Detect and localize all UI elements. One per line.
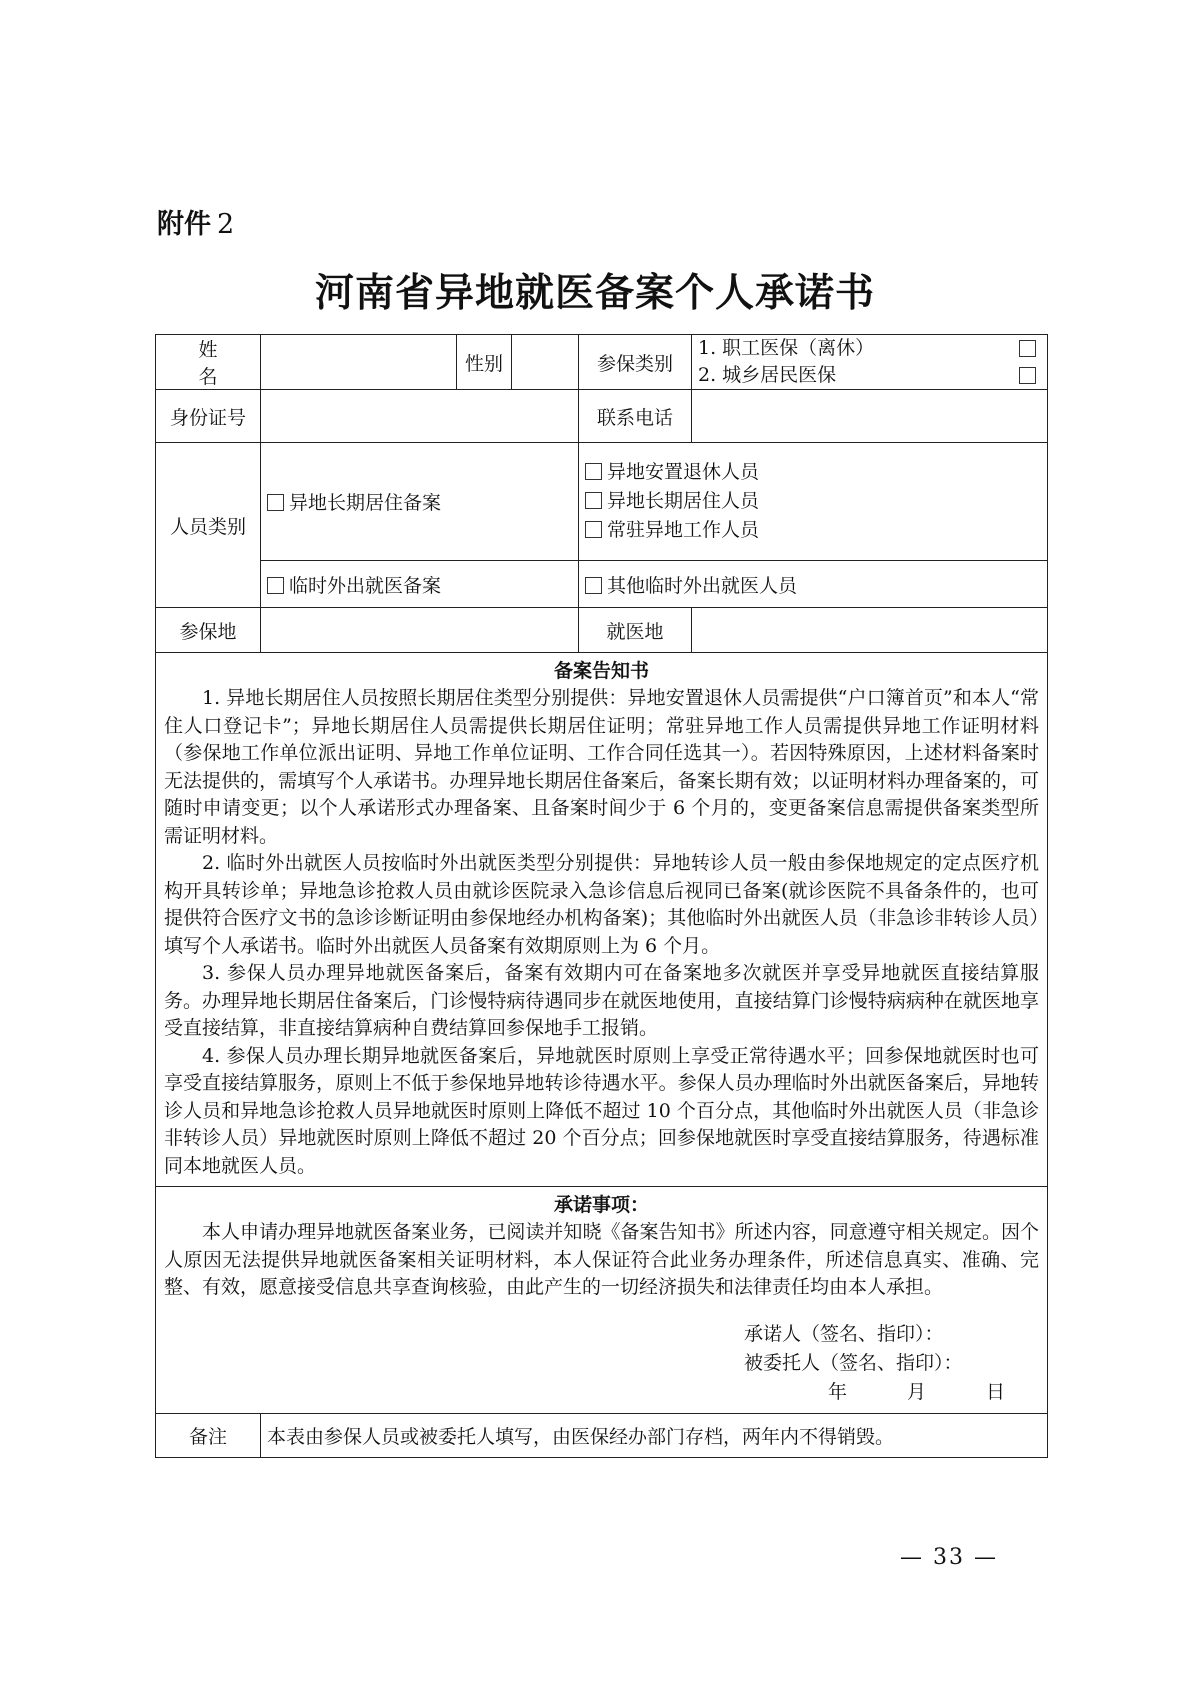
row-promise (156, 1187, 1048, 1414)
gender-field[interactable] (512, 335, 579, 390)
checkbox-long-term-resident[interactable] (585, 492, 602, 509)
name-field[interactable] (261, 335, 457, 390)
option-employee-insurance[interactable]: 1. 职工医保（离休） (698, 335, 1041, 362)
attachment-label: 附件 2 (157, 209, 235, 240)
checkbox-temp-other[interactable] (585, 577, 602, 594)
long-term-subtypes (579, 443, 1048, 561)
row-contact (156, 390, 1048, 443)
temp-option[interactable]: 临时外出就医备案 (261, 561, 579, 608)
option-resident-worker[interactable]: 常驻异地工作人员 (585, 516, 1041, 545)
long-term-option[interactable]: 异地长期居住备案 (261, 443, 579, 561)
day-label: 日 (985, 1380, 1005, 1403)
month-label: 月 (906, 1380, 926, 1403)
phone-field[interactable] (692, 390, 1048, 443)
promise-section (156, 1187, 1048, 1414)
option-long-term-resident[interactable]: 异地长期居住人员 (585, 487, 1041, 516)
page-number: — 33 — (900, 1545, 998, 1570)
option-resident-insurance[interactable]: 2. 城乡居民医保 (698, 362, 1041, 389)
row-remarks (156, 1413, 1048, 1457)
insured-place-label: 参保地 (156, 608, 261, 653)
checkbox-resident-worker[interactable] (585, 521, 602, 538)
date-line[interactable] (164, 1378, 1019, 1407)
insurance-type-label: 参保类别 (579, 335, 692, 390)
row-temporary (156, 561, 1048, 608)
notice-paragraph: 1. 异地长期居住人员按照长期居住类型分别提供：异地安置退休人员需提供“户口簿首页”和本人“常住人口登记卡”；异地长期居住人员需提供长期居住证明；常驻异地工作人员需提供异地工作证明材料（参保地工作单位派出证明、异地工作单位证明、工作合同任选其一）。若因特殊原因，上述材料备案时无法提供的，需填写个人承诺书。办理异地长期居住备案后，备案长期有效；以证明材料办理备案的，可随时申请变更；以个人承诺形式办理备案、且备案时间少于 6 个月的，变更备案信息需提供备案类型所需证明材料。 (164, 687, 1039, 847)
promise-title: 承诺事项： (553, 1194, 649, 1216)
delegate-line[interactable]: 被委托人（签名、指印）： (744, 1351, 963, 1374)
notice-paragraph: 4. 参保人员办理长期异地就医备案后，异地就医时原则上享受正常待遇水平；回参保地就医时也可享受直接结算服务，原则上不低于参保地异地转诊待遇水平。参保人员办理临时外出就医备案后，异地转诊人员和异地急诊抢救人员异地就医时原则上降低不超过 10 个百分点，其他临时外出就医人员（非急诊非转诊人员）异地就医时原则上降低不超过 20 个百分点；回参保地就医时享受直接结算服务，待遇标准同本地就医人员。 (164, 1044, 1039, 1177)
treatment-place-field[interactable] (692, 608, 1048, 653)
notice-paragraph: 2. 临时外出就医人员按临时外出就医类型分别提供：异地转诊人员一般由参保地规定的定点医疗机构开具转诊单；异地急诊抢救人员由就诊医院录入急诊信息后视同已备案(就诊医院不具备条件的，也可提供符合医疗文书的急诊诊断证明由参保地经办机构备案)；其他临时外出就医人员（非急诊非转诊人员）填写个人承诺书。临时外出就医人员备案有效期原则上为 6 个月。 (164, 852, 1039, 957)
attachment-number: 2 (217, 209, 235, 240)
commitment-form (155, 334, 1048, 1458)
gender-label: 性别 (457, 335, 512, 390)
notice-title: 备案告知书 (553, 660, 649, 682)
row-basic-info (156, 335, 1048, 390)
notice-section (156, 653, 1048, 1187)
phone-label: 联系电话 (579, 390, 692, 443)
id-label: 身份证号 (156, 390, 261, 443)
remarks-text: 本表由参保人员或被委托人填写，由医保经办部门存档，两年内不得销毁。 (261, 1413, 1048, 1457)
signer-line[interactable]: 承诺人（签名、指印）： (744, 1322, 944, 1345)
page-title: 河南省异地就医备案个人承诺书 (314, 271, 875, 316)
remarks-label: 备注 (156, 1413, 261, 1457)
row-places (156, 608, 1048, 653)
treatment-place-label: 就医地 (579, 608, 692, 653)
promise-text: 本人申请办理异地就医备案业务，已阅读并知晓《备案告知书》所述内容，同意遵守相关规定。因个人原因无法提供异地就医备案相关证明材料，本人保证符合此业务办理条件，所述信息真实、准确、完整、有效，愿意接受信息共享查询核验，由此产生的一切经济损失和法律责任均由本人承担。 (164, 1221, 1039, 1298)
checkbox-resettled-retiree[interactable] (585, 463, 602, 480)
checkbox-long-term[interactable] (267, 494, 284, 511)
checkbox-temp[interactable] (267, 577, 284, 594)
row-notice (156, 653, 1048, 1187)
checkbox-employee-insurance[interactable] (1019, 340, 1036, 357)
checkbox-resident-insurance[interactable] (1019, 367, 1036, 384)
name-label: 姓 名 (156, 335, 261, 390)
row-long-term (156, 443, 1048, 561)
year-label: 年 (827, 1380, 847, 1403)
temp-subtype[interactable]: 其他临时外出就医人员 (579, 561, 1048, 608)
id-field[interactable] (261, 390, 579, 443)
insurance-type-options (692, 335, 1048, 390)
insured-place-field[interactable] (261, 608, 579, 653)
notice-paragraph: 3. 参保人员办理异地就医备案后，备案有效期内可在备案地多次就医并享受异地就医直接结算服务。办理异地长期居住备案后，门诊慢特病待遇同步在就医地使用，直接结算门诊慢特病病种在就医地享受直接结算，非直接结算病种自费结算回参保地手工报销。 (164, 962, 1039, 1039)
option-resettled-retiree[interactable]: 异地安置退休人员 (585, 458, 1041, 487)
signature-block (164, 1320, 1039, 1407)
person-type-label: 人员类别 (156, 443, 261, 608)
